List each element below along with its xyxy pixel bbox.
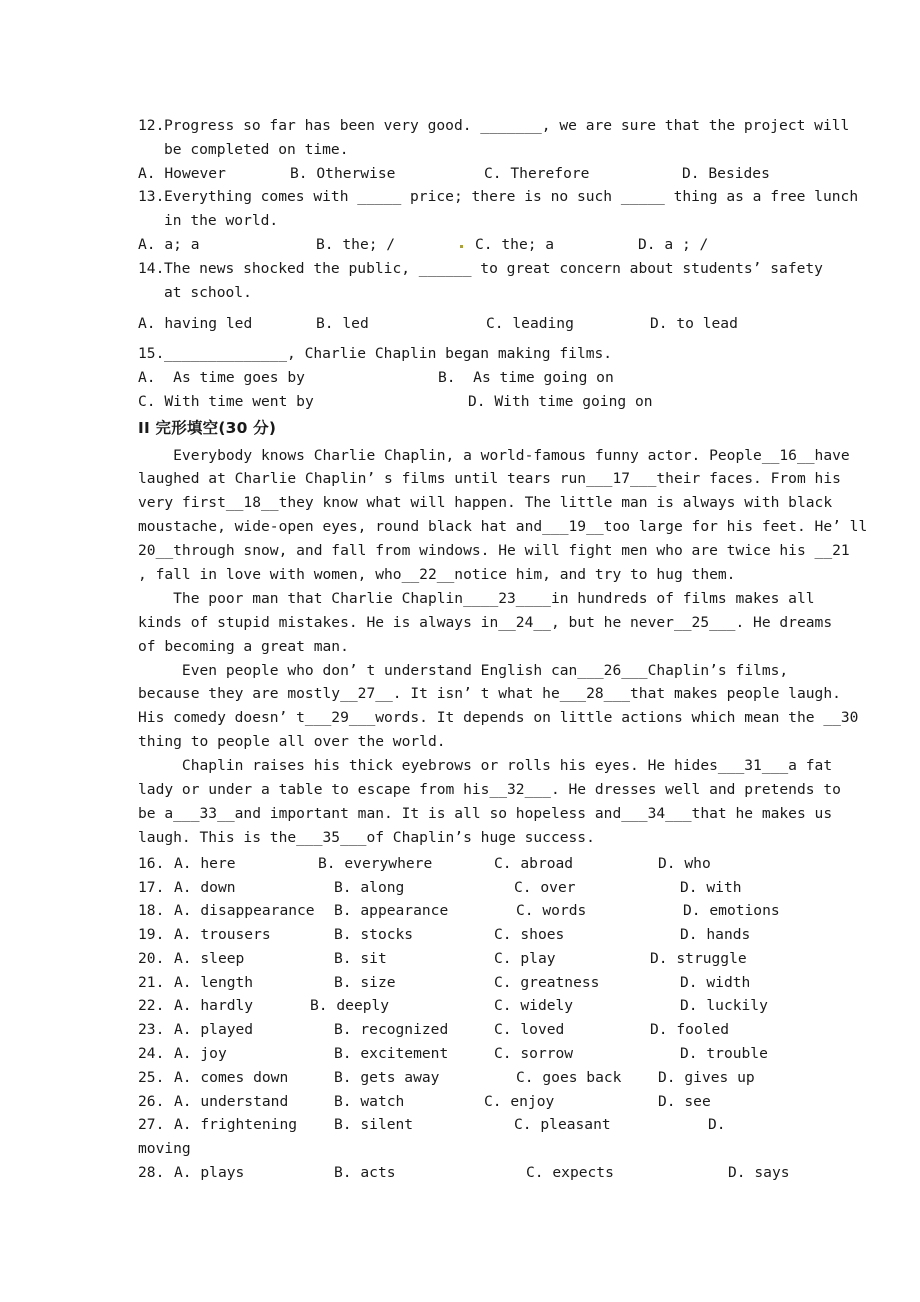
option-c[interactable]: C. over	[514, 878, 576, 896]
question-stem-line	[138, 257, 823, 281]
option-row-15-cd	[138, 390, 786, 414]
option-c[interactable]: C. loved	[494, 1021, 565, 1039]
option-d[interactable]: D. width	[680, 973, 751, 991]
option-c[interactable]: C. Therefore	[484, 164, 590, 182]
option-d[interactable]: D. says	[728, 1164, 790, 1182]
cloze-option-row-28	[138, 1161, 790, 1185]
option-row-12	[138, 162, 786, 186]
question-stem-line	[138, 114, 850, 138]
option-c[interactable]: C. words	[516, 902, 587, 920]
option-a[interactable]: A. joy	[174, 1045, 227, 1063]
passage-line: lady or under a table to escape from his__32___. He dresses well and pretends to	[138, 781, 841, 799]
option-a[interactable]: A. comes down	[174, 1068, 289, 1086]
option-d-label[interactable]: D.	[708, 1116, 726, 1134]
option-a[interactable]: A. down	[174, 878, 236, 896]
cloze-option-row-27-wrapped-tail[interactable]: moving	[138, 1140, 191, 1158]
option-a[interactable]: A. sleep	[174, 949, 245, 967]
option-d[interactable]: D. With time going on	[468, 392, 653, 410]
question-stem-line: be completed on time.	[164, 140, 349, 158]
option-c[interactable]: C. the; a	[475, 235, 555, 253]
option-b[interactable]: B. gets away	[334, 1068, 440, 1086]
question-number: 19.	[138, 926, 165, 944]
option-d[interactable]: D. Besides	[682, 164, 770, 182]
question-block-12	[138, 114, 850, 185]
option-a[interactable]: A. understand	[174, 1092, 289, 1110]
passage-line: of becoming a great man.	[138, 637, 349, 655]
option-c[interactable]: C. sorrow	[494, 1045, 574, 1063]
option-b[interactable]: B. As time going on	[438, 368, 614, 386]
passage-line: Everybody knows Charlie Chaplin, a world-famous funny actor. People__16__have	[138, 446, 850, 464]
option-d[interactable]: D. trouble	[680, 1045, 768, 1063]
question-number: 17.	[138, 878, 165, 896]
option-d[interactable]: D. struggle	[650, 949, 747, 967]
question-number: 27.	[138, 1116, 165, 1134]
option-b[interactable]: B. recognized	[334, 1021, 449, 1039]
question-number: 25.	[138, 1068, 165, 1086]
question-stem-line	[138, 342, 786, 366]
question-stem-text: Progress so far has been very good. _______, we are sure that the project will	[164, 117, 850, 134]
cloze-option-row-20	[138, 947, 786, 971]
question-block-14	[138, 257, 823, 336]
cloze-option-row-16	[138, 852, 786, 876]
question-stem-line: in the world.	[164, 212, 279, 230]
passage-line: 20__through snow, and fall from windows. He will fight men who are twice his __21	[138, 542, 850, 560]
cloze-option-row-25	[138, 1066, 786, 1090]
option-c[interactable]: C. With time went by	[138, 392, 314, 410]
question-number: 28.	[138, 1164, 165, 1182]
option-row-15-ab	[138, 366, 786, 390]
cloze-option-row-17	[138, 876, 786, 900]
option-d[interactable]: D. hands	[680, 926, 751, 944]
question-block-13	[138, 185, 859, 256]
cloze-option-list	[138, 852, 790, 1185]
question-number: 20.	[138, 949, 165, 967]
cloze-option-row-23	[138, 1018, 786, 1042]
question-number: 15.	[138, 345, 165, 363]
option-a[interactable]: A. here	[174, 854, 236, 872]
passage-line: thing to people all over the world.	[138, 733, 446, 751]
option-row-14	[138, 312, 786, 336]
option-a[interactable]: A. plays	[174, 1164, 245, 1182]
option-c[interactable]: C. expects	[526, 1164, 614, 1182]
option-d[interactable]: D. gives up	[658, 1068, 755, 1086]
option-d[interactable]: D. luckily	[680, 997, 768, 1015]
option-b[interactable]: B. excitement	[334, 1045, 449, 1063]
option-c[interactable]: C. abroad	[494, 854, 574, 872]
option-b[interactable]: B. everywhere	[318, 854, 433, 872]
passage-line: Even people who don’ t understand English can___26___Chaplin’s films,	[138, 661, 789, 679]
option-c[interactable]: C. widely	[494, 997, 574, 1015]
passage-line: His comedy doesn’ t___29___words. It depends on little actions which mean the __30	[138, 709, 859, 727]
question-number: 22.	[138, 997, 165, 1015]
option-row-13	[138, 233, 786, 257]
option-d[interactable]: D. a ; /	[638, 235, 709, 253]
question-number: 12.	[138, 117, 165, 134]
question-number: 21.	[138, 973, 165, 991]
question-number: 24.	[138, 1045, 165, 1063]
option-b[interactable]: B. the; /	[316, 235, 396, 253]
option-b[interactable]: B. appearance	[334, 902, 449, 920]
option-b[interactable]: B. watch	[334, 1092, 405, 1110]
option-d[interactable]: D. see	[658, 1092, 711, 1110]
cloze-passage	[138, 444, 868, 850]
question-stem-line	[138, 185, 859, 209]
option-b[interactable]: B. stocks	[334, 926, 414, 944]
passage-line: very first__18__they know what will happen. The little man is always with black	[138, 494, 833, 512]
passage-line: , fall in love with women, who__22__notice him, and try to hug them.	[138, 566, 736, 584]
document-body	[138, 114, 868, 1185]
question-stem-line: at school.	[164, 283, 252, 301]
passage-line: The poor man that Charlie Chaplin____23____in hundreds of films makes all	[138, 589, 815, 607]
question-number: 13.	[138, 188, 165, 206]
option-c[interactable]: C. pleasant	[514, 1116, 611, 1134]
section-heading: II 完形填空(30 分)	[138, 418, 277, 437]
question-stem-text: ______________, Charlie Chaplin began making films.	[164, 345, 613, 363]
question-stem-text: Everything comes with _____ price; there is no such _____ thing as a free lunch	[164, 188, 859, 206]
question-number: 26.	[138, 1092, 165, 1110]
option-c[interactable]: C. shoes	[494, 926, 565, 944]
option-d[interactable]: D. fooled	[650, 1021, 730, 1039]
passage-line: be a___33__and important man. It is all so hopeless and___34___that he makes us	[138, 804, 833, 822]
option-a[interactable]: A. a; a	[138, 235, 200, 253]
question-stem-text: The news shocked the public, ______ to great concern about students’ safety	[164, 259, 823, 277]
cloze-option-row-22	[138, 994, 786, 1018]
passage-line: kinds of stupid mistakes. He is always in__24__, but he never__25___. He dreams	[138, 613, 833, 631]
question-block-15	[138, 342, 786, 413]
passage-line: Chaplin raises his thick eyebrows or rolls his eyes. He hides___31___a fat	[138, 757, 833, 775]
option-a[interactable]: A. trousers	[174, 926, 271, 944]
cloze-option-row-26	[138, 1090, 786, 1114]
scan-speck	[460, 245, 463, 248]
option-b[interactable]: B. Otherwise	[290, 164, 396, 182]
cloze-option-row-27	[138, 1113, 786, 1137]
option-a[interactable]: A. disappearance	[174, 902, 315, 920]
option-a[interactable]: A. having led	[138, 315, 253, 333]
option-a[interactable]: A. frightening	[174, 1116, 298, 1134]
option-b[interactable]: B. along	[334, 878, 405, 896]
option-c[interactable]: C. goes back	[516, 1068, 622, 1086]
passage-line: because they are mostly__27__. It isn’ t what he___28___that makes people laugh.	[138, 685, 841, 703]
cloze-option-row-19	[138, 923, 786, 947]
option-a[interactable]: A. As time goes by	[138, 368, 305, 386]
option-a[interactable]: A. length	[174, 973, 254, 991]
option-b[interactable]: B. sit	[334, 949, 387, 967]
cloze-option-row-21	[138, 971, 786, 995]
option-b[interactable]: B. size	[334, 973, 396, 991]
option-a[interactable]: A. However	[138, 164, 226, 182]
passage-line: moustache, wide-open eyes, round black hat and___19__too large for his feet. He’ ll	[138, 518, 868, 536]
option-c[interactable]: C. greatness	[494, 973, 600, 991]
option-b[interactable]: B. silent	[334, 1116, 414, 1134]
cloze-option-row-18	[138, 899, 786, 923]
option-b[interactable]: B. deeply	[310, 997, 390, 1015]
cloze-option-row-24	[138, 1042, 786, 1066]
option-d[interactable]: D. who	[658, 854, 711, 872]
option-c[interactable]: C. enjoy	[484, 1092, 555, 1110]
option-a[interactable]: A. played	[174, 1021, 254, 1039]
option-c[interactable]: C. play	[494, 949, 556, 967]
passage-line: laugh. This is the___35___of Chaplin’s huge success.	[138, 828, 595, 846]
option-d[interactable]: D. emotions	[683, 902, 780, 920]
option-d[interactable]: D. with	[680, 878, 742, 896]
option-d[interactable]: D. to lead	[650, 315, 738, 333]
option-b[interactable]: B. led	[316, 315, 369, 333]
option-c[interactable]: C. leading	[486, 315, 574, 333]
question-number: 23.	[138, 1021, 165, 1039]
question-number: 18.	[138, 902, 165, 920]
question-number: 14.	[138, 259, 165, 277]
question-number: 16.	[138, 854, 165, 872]
option-a[interactable]: A. hardly	[174, 997, 254, 1015]
passage-line: laughed at Charlie Chaplin’ s films until tears run___17___their faces. From his	[138, 470, 841, 488]
option-b[interactable]: B. acts	[334, 1164, 396, 1182]
